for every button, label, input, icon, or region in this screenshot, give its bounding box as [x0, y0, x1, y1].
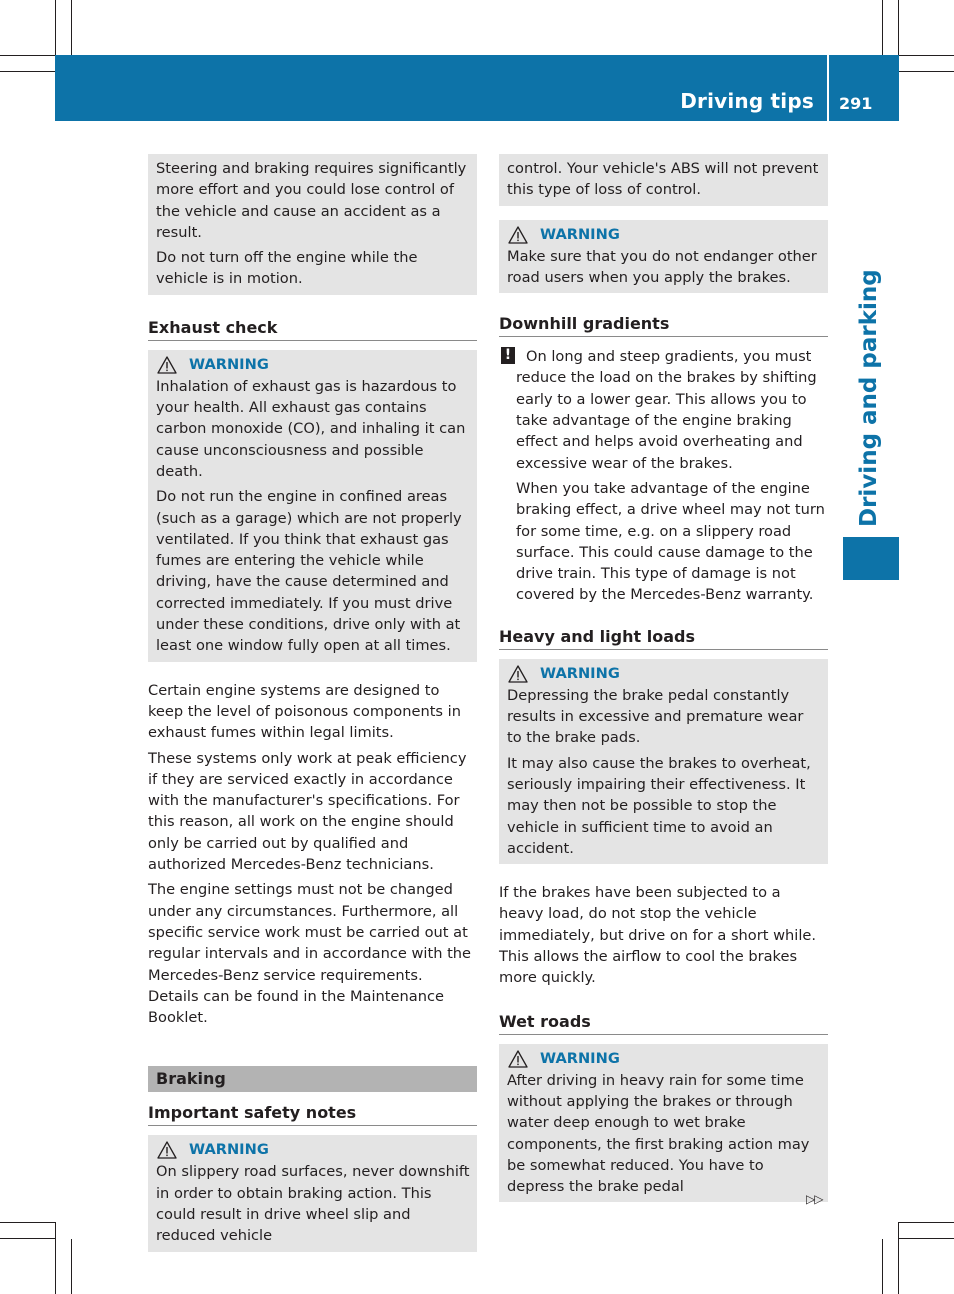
crop-mark — [0, 55, 55, 56]
warning-box-exhaust — [148, 350, 477, 662]
exclamation-icon: ! — [501, 347, 515, 364]
paragraph: Certain engine systems are designed to keep the level of poisonous components in exhaust fumes within legal limits. — [148, 681, 461, 742]
section-heading-loads: Heavy and light loads — [499, 626, 828, 650]
crop-mark — [0, 1222, 55, 1223]
paragraph: It may also cause the brakes to overheat, seriously impairing their effectiveness. It may then not be possible to stop the vehicle in sufficient time to avoid an accident. — [507, 754, 811, 857]
warning-box-safety — [148, 1135, 477, 1251]
paragraph: These systems only work at peak efficiency if they are serviced exactly in accordance with the manufacturer's specifications. For this reason, all work on the engine should only be carried out by qualified and authorized Mercedes-Benz technicians. — [148, 749, 467, 874]
crop-mark — [899, 1222, 954, 1223]
paragraph: When you take advantage of the engine braking effect, a drive wheel may not turn for some time, e.g. on a slippery road surface. This could cause damage to the drive train. This type of damage is not covered by the Mercedes-Benz warranty. — [516, 479, 825, 604]
section-heading-safety: Important safety notes — [148, 1102, 477, 1126]
paragraph: Make sure that you do not endanger other road users when you apply the brakes. — [507, 247, 817, 286]
paragraph: Depressing the brake pedal constantly results in excessive and premature wear to the brake pads. — [507, 686, 804, 747]
crop-mark — [882, 1239, 883, 1294]
crop-mark — [55, 0, 56, 55]
header-divider — [827, 55, 829, 121]
warning-triangle-icon — [508, 1050, 528, 1068]
crop-mark — [71, 0, 72, 55]
left-column — [148, 154, 477, 1266]
crop-mark — [898, 0, 899, 55]
warning-text: WARNING — [540, 225, 620, 243]
crop-mark — [882, 0, 883, 55]
crop-mark — [0, 71, 55, 72]
note-downhill — [499, 346, 828, 606]
paragraph: control. Your vehicle's ABS will not prevent this type of loss of control. — [507, 160, 819, 199]
warning-label — [507, 1048, 821, 1070]
section-heading-wet: Wet roads — [499, 1011, 828, 1035]
page-title: Driving tips — [680, 89, 814, 113]
section-label: Driving and parking — [856, 269, 882, 527]
warning-label — [507, 224, 821, 246]
warning-label — [507, 663, 821, 685]
warning-text: WARNING — [540, 664, 620, 682]
section-heading-exhaust: Exhaust check — [148, 317, 477, 341]
right-column — [499, 154, 828, 1216]
chapter-band-braking: Braking — [148, 1066, 477, 1092]
warning-triangle-icon — [157, 356, 177, 374]
crop-mark — [55, 1222, 56, 1294]
paragraph: The engine settings must not be changed under any circumstances. Furthermore, all specific service work must be carried out at regular intervals and in accordance with the Mercedes-Benz service requirements. Details can be found in the Maintenance Booklet. — [148, 881, 472, 1027]
warning-box-brakes — [499, 220, 828, 294]
warning-label — [156, 1139, 470, 1161]
paragraph: Do not turn off the engine while the vehicle is in motion. — [156, 249, 418, 288]
warning-triangle-icon — [508, 226, 528, 244]
warning-text: WARNING — [189, 355, 269, 373]
paragraph: Steering and braking requires significantly more effort and you could lose control of the vehicle and cause an accident as a result. — [156, 160, 467, 241]
warning-box-wet — [499, 1044, 828, 1203]
paragraph: After driving in heavy rain for some time without applying the brakes or through water deep enough to wet brake components, the first braking action may be somewhat reduced. You have to depress the brake pedal — [507, 1071, 810, 1196]
warning-triangle-icon — [508, 665, 528, 683]
crop-mark — [899, 1238, 954, 1239]
crop-mark — [898, 1222, 899, 1294]
paragraph: Do not run the engine in confined areas (such as a garage) which are not properly ventilated. If you think that exhaust gas fumes are entering the vehicle while driving, have the cause determined and corrected immediately. If you must drive under these conditions, drive only with at least one window fully open at all times. — [156, 488, 462, 655]
paragraph: On long and steep gradients, you must reduce the load on the brakes by shifting early to a lower gear. This allows you to take advantage of the engine braking effect and helps avoid overheating and excessive wear of the brakes. — [516, 348, 817, 472]
warning-text: WARNING — [540, 1049, 620, 1067]
page-number: 291 — [839, 94, 873, 113]
continued-warning-box — [499, 154, 828, 206]
section-tab — [843, 537, 899, 580]
crop-mark — [899, 71, 954, 72]
section-heading-downhill: Downhill gradients — [499, 313, 828, 337]
paragraph: Inhalation of exhaust gas is hazardous to your health. All exhaust gas contains carbon monoxide (CO), and inhaling it can cause unconsciousness and possible death. — [156, 377, 466, 480]
paragraph: On slippery road surfaces, never downshift in order to obtain braking action. This could result in drive wheel slip and reduced vehicle — [156, 1163, 470, 1245]
crop-mark — [899, 55, 954, 56]
warning-text: WARNING — [189, 1141, 269, 1159]
warning-label — [156, 354, 470, 376]
warning-box-loads — [499, 659, 828, 864]
warning-triangle-icon — [157, 1141, 177, 1159]
crop-mark — [71, 1239, 72, 1294]
crop-mark — [0, 1238, 55, 1239]
continued-warning-box — [148, 154, 477, 295]
paragraph: If the brakes have been subjected to a heavy load, do not stop the vehicle immediately, but drive on for a short while. This allows the airflow to cool the brakes more quickly. — [499, 884, 817, 987]
continued-arrow-icon: ▷▷ — [806, 1192, 823, 1206]
